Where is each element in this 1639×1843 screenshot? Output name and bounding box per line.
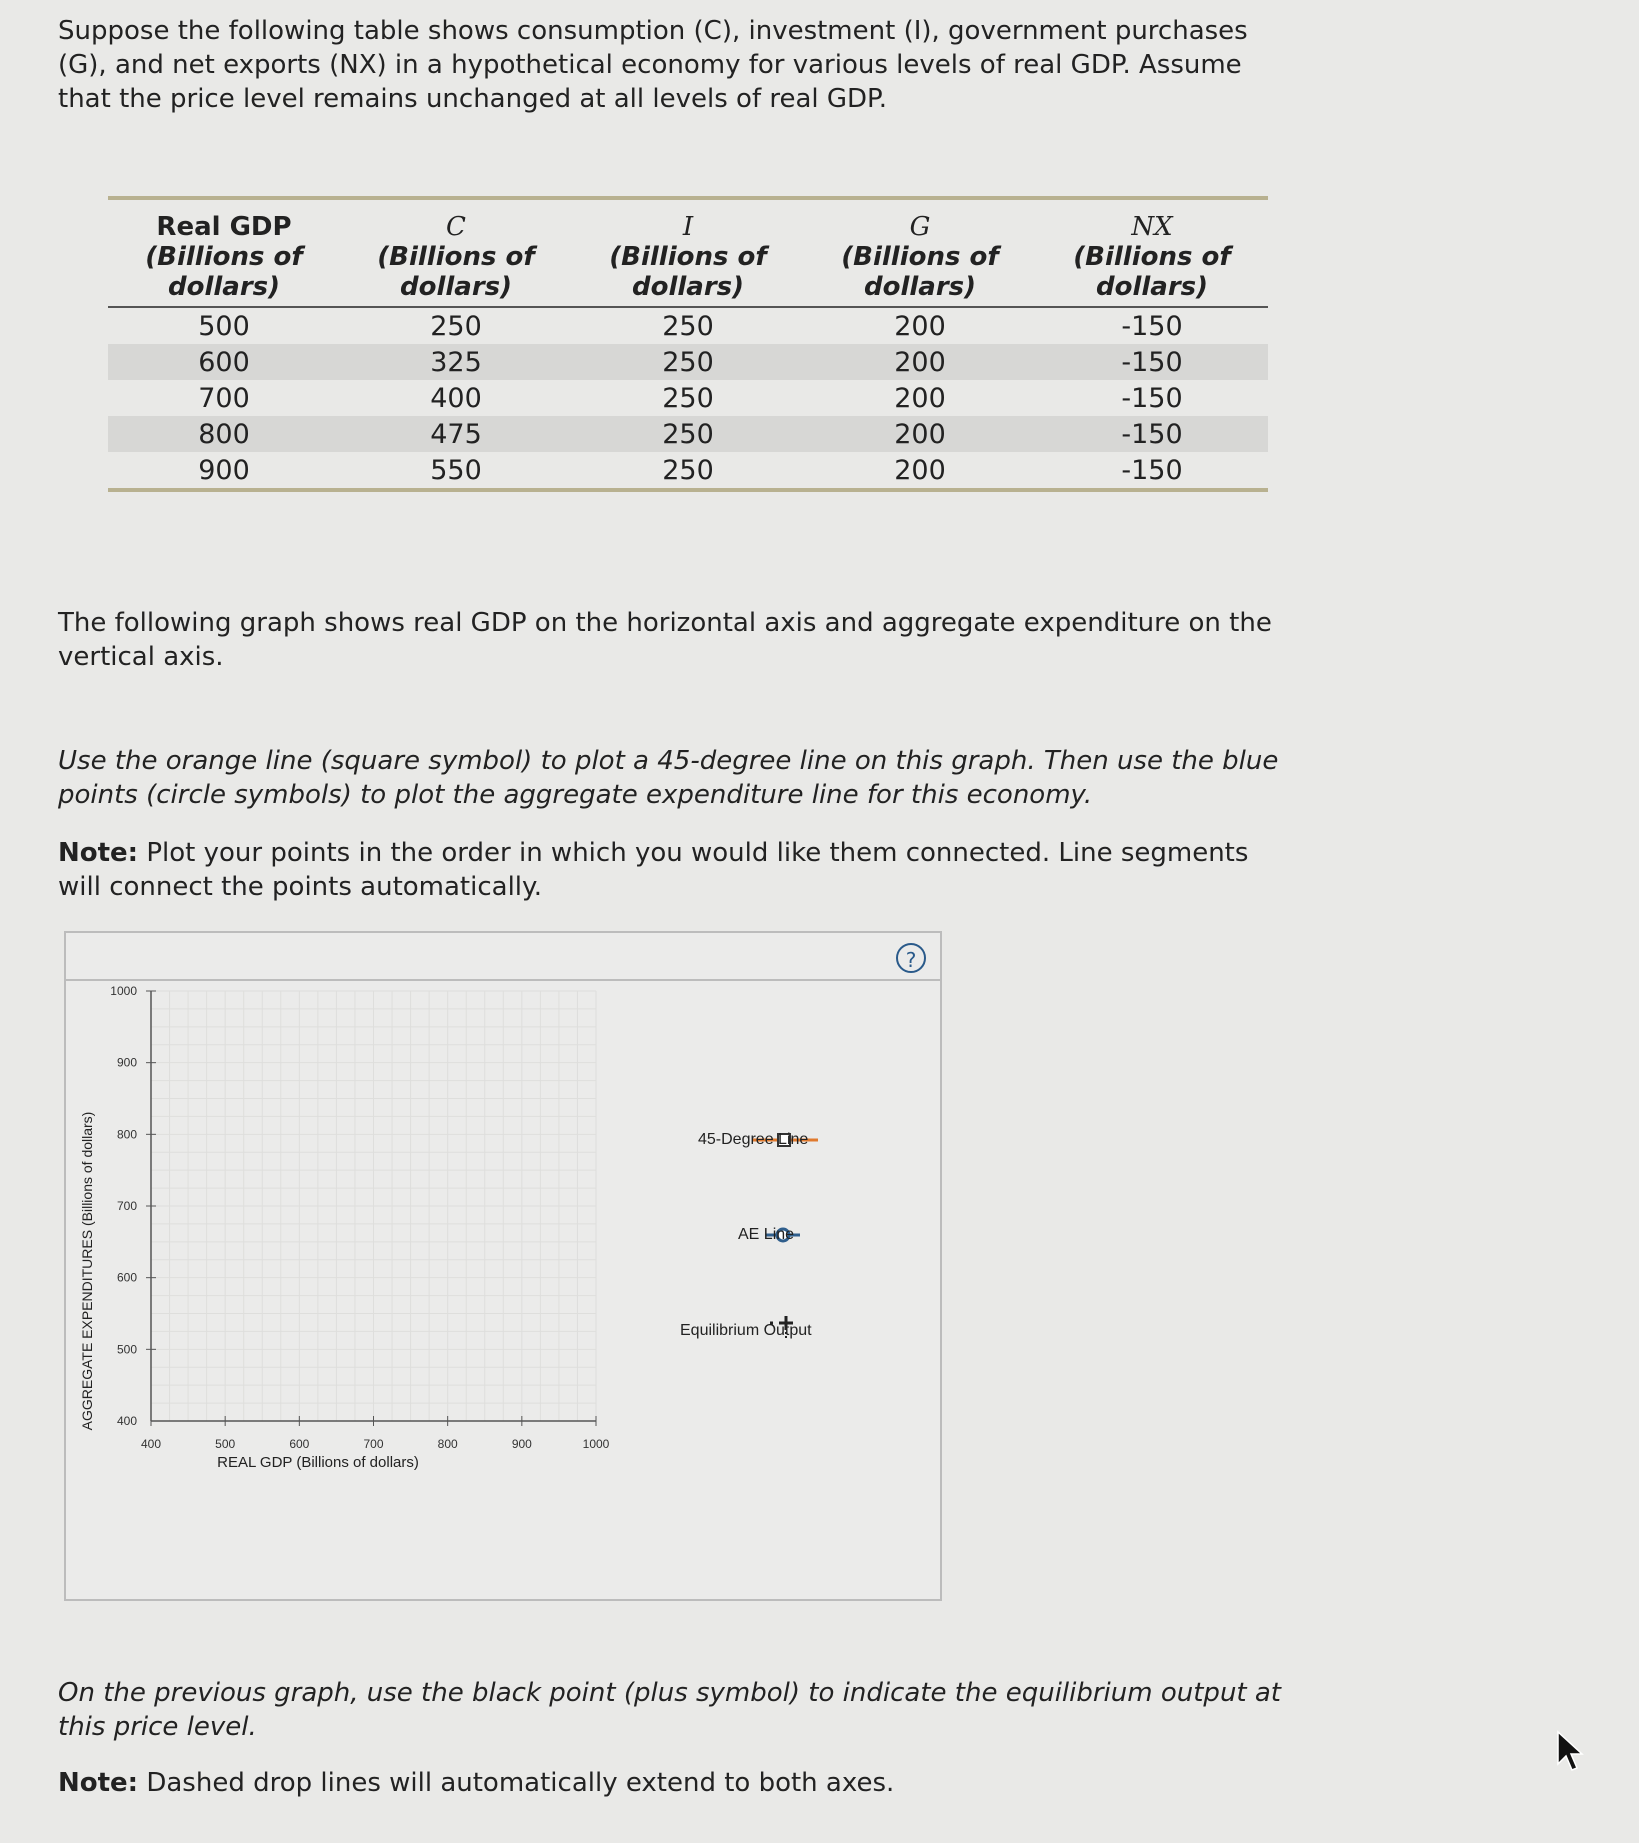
graph-panel	[64, 931, 942, 1601]
y-tick-label: 900	[116, 1055, 137, 1070]
graph-panel-header	[66, 933, 940, 981]
table-cell: 200	[894, 310, 946, 342]
column-title: Real GDP	[156, 212, 292, 242]
note2-label: Note:	[58, 1768, 139, 1798]
legend-label-ae-line: AE Line	[738, 1226, 795, 1243]
y-tick-label: 600	[116, 1270, 137, 1285]
table-cell: -150	[1121, 454, 1183, 486]
table-row	[108, 344, 1268, 380]
column-header-0	[108, 200, 340, 307]
table-row	[108, 452, 1268, 488]
table-cell: 200	[894, 382, 946, 414]
column-header-3	[804, 200, 1036, 307]
table-cell: 250	[430, 310, 482, 342]
column-symbol: I	[682, 212, 694, 242]
graph-canvas[interactable]	[66, 981, 940, 1601]
data-table	[108, 196, 1268, 492]
x-tick-label: 600	[289, 1437, 310, 1451]
column-symbol: C	[446, 212, 466, 242]
legend-label-equilibrium: Equilibrium Output	[680, 1322, 812, 1339]
note-paragraph	[58, 836, 1298, 904]
column-unit: (Billions of dollars)	[145, 242, 303, 302]
x-tick-label: 700	[363, 1437, 384, 1451]
table-cell: 700	[198, 382, 250, 414]
y-tick-label: 700	[116, 1199, 137, 1213]
table-bottom-rule	[108, 488, 1268, 492]
table-row	[108, 380, 1268, 416]
column-unit: (Billions of dollars)	[377, 242, 535, 302]
column-symbol: NX	[1131, 212, 1173, 242]
column-symbol: G	[909, 212, 931, 242]
x-tick-label: 1000	[582, 1437, 610, 1451]
table-cell: -150	[1036, 416, 1268, 452]
table-cell: -150	[1121, 382, 1183, 414]
note2-paragraph	[58, 1766, 1298, 1800]
column-unit: (Billions of dollars)	[1073, 242, 1231, 302]
mouse-cursor-icon	[1556, 1730, 1586, 1774]
column-unit: (Billions of dollars)	[841, 242, 999, 302]
table-cell: 250	[572, 416, 804, 452]
table-cell: 900	[198, 454, 250, 486]
x-axis-label: REAL GDP (Billions of dollars)	[217, 1454, 419, 1471]
x-tick-label: 500	[215, 1437, 236, 1451]
x-tick-label: 800	[437, 1437, 458, 1451]
y-axis-label: AGGREGATE EXPENDITURES (Billions of dollars)	[79, 1111, 95, 1431]
table-cell: 600	[108, 344, 340, 380]
table-cell: 250	[572, 344, 804, 380]
table-cell: 200	[894, 454, 946, 486]
table-cell: 475	[340, 416, 572, 452]
note2-text: Dashed drop lines will automatically extend to both axes.	[138, 1768, 895, 1798]
table-cell: 325	[340, 344, 572, 380]
column-header-4	[1036, 200, 1268, 307]
y-tick-label: 1000	[110, 984, 137, 998]
x-tick-label: 900	[511, 1437, 532, 1451]
table-cell: 400	[430, 382, 482, 414]
table-cell: 250	[662, 454, 714, 486]
table-cell: 500	[198, 310, 250, 342]
table-row	[108, 416, 1268, 452]
y-tick-label: 800	[116, 1127, 137, 1142]
graph-intro-paragraph: The following graph shows real GDP on the horizontal axis and aggregate expenditure on the vertical axis.	[58, 608, 1272, 672]
y-tick-label: 500	[116, 1342, 137, 1357]
x-tick-label: 400	[140, 1437, 162, 1451]
legend-label-45-degree: 45-Degree Line	[698, 1131, 809, 1148]
table-cell: 200	[804, 416, 1036, 452]
table-cell: -150	[1036, 344, 1268, 380]
intro-paragraph: Suppose the following table shows consumption (C), investment (I), government purchases (G), and net exports (NX) in a hypothetical economy for various levels of real GDP. Assume that the price level remains unchanged at all levels of real GDP.	[58, 16, 1248, 114]
table-cell: 200	[804, 344, 1036, 380]
table-cell: 250	[662, 382, 714, 414]
note-label: Note:	[58, 838, 139, 868]
help-icon[interactable]: ?	[896, 943, 926, 973]
y-tick-label: 400	[116, 1414, 137, 1428]
table-cell: 800	[108, 416, 340, 452]
instruction2-paragraph: On the previous graph, use the black point (plus symbol) to indicate the equilibrium output at this price level.	[58, 1678, 1282, 1742]
table-row	[108, 307, 1268, 344]
column-unit: (Billions of dollars)	[609, 242, 767, 302]
instruction-paragraph: Use the orange line (square symbol) to plot a 45-degree line on this graph. Then use the blue points (circle symbols) to plot the aggregate expenditure line for this economy.	[58, 746, 1279, 810]
note-text: Plot your points in the order in which you would like them connected. Line segments will connect the points automatically.	[58, 838, 1249, 902]
table-cell: 250	[662, 310, 714, 342]
table-cell: -150	[1121, 310, 1183, 342]
column-header-2	[572, 200, 804, 307]
column-header-1	[340, 200, 572, 307]
table-cell: 550	[430, 454, 482, 486]
